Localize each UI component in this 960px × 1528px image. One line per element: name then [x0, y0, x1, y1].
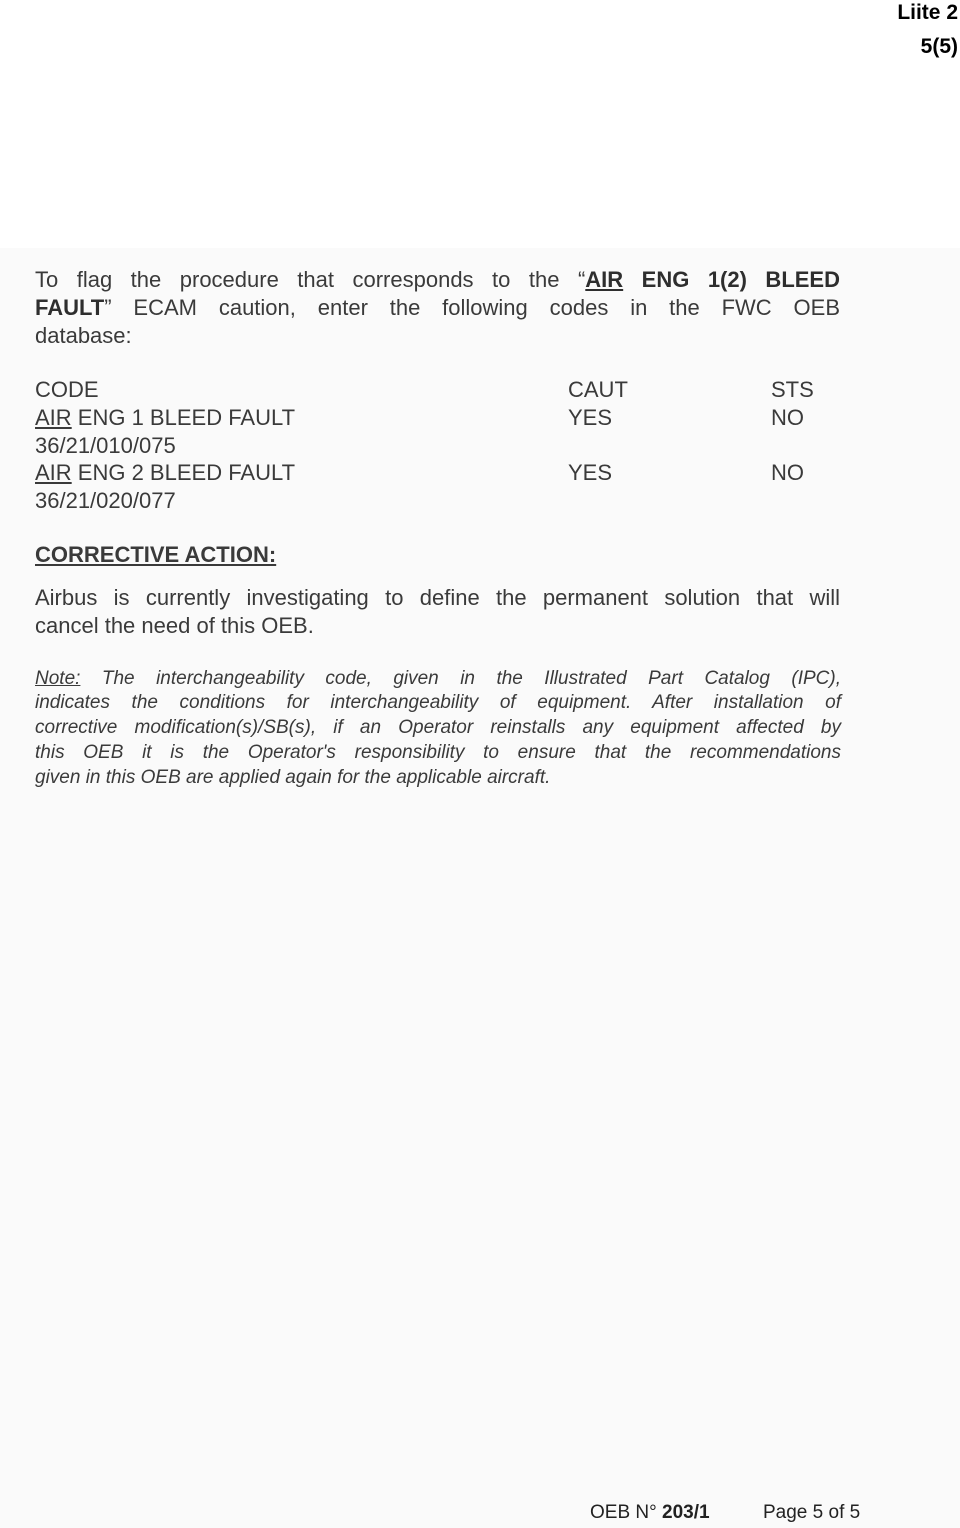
footer-oeb-reference: OEB N° 203/1: [590, 1502, 710, 1523]
intro-paragraph-line3: database:: [35, 323, 132, 348]
col-header-code: CODE: [35, 377, 99, 402]
note-label: Note:: [35, 668, 81, 689]
row-code: AIR ENG 1 BLEED FAULT: [35, 405, 296, 430]
note-line-5: given in this OEB are applied again for the applicable aircraft.: [35, 767, 551, 788]
note-line-4: this OEB it is the Operator's responsibility to ensure that the recommendations: [35, 742, 841, 763]
page-indicator: 5(5): [920, 35, 958, 58]
row-number: 36/21/010/075: [35, 433, 176, 458]
row-caut: YES: [568, 460, 613, 485]
appendix-label: Liite 2: [897, 1, 958, 24]
col-header-sts: STS: [771, 377, 814, 402]
row-sts: NO: [771, 460, 804, 485]
row-code: AIR ENG 2 BLEED FAULT: [35, 460, 296, 485]
note-line-3: corrective modification(s)/SB(s), if an Operator reinstalls any equipment affected by: [35, 717, 841, 738]
col-header-caut: CAUT: [568, 377, 628, 402]
footer-page-number: Page 5 of 5: [763, 1502, 861, 1523]
corrective-action-text-line2: cancel the need of this OEB.: [35, 613, 314, 638]
note-line-2: indicates the conditions for interchangeability of equipment. After installation of: [35, 692, 841, 713]
intro-paragraph: To flag the procedure that corresponds to the “AIR ENG 1(2) BLEED: [35, 267, 840, 292]
row-sts: NO: [771, 405, 804, 430]
row-number: 36/21/020/077: [35, 488, 176, 513]
row-caut: YES: [568, 405, 613, 430]
note-line-1: Note: The interchangeability code, given in the Illustrated Part Catalog (IPC),: [35, 668, 841, 689]
corrective-action-text: Airbus is currently investigating to define the permanent solution that will: [35, 585, 840, 610]
intro-paragraph-line2: FAULT” ECAM caution, enter the following codes in the FWC OEB: [35, 295, 840, 320]
corrective-action-heading: CORRECTIVE ACTION:: [35, 542, 277, 567]
